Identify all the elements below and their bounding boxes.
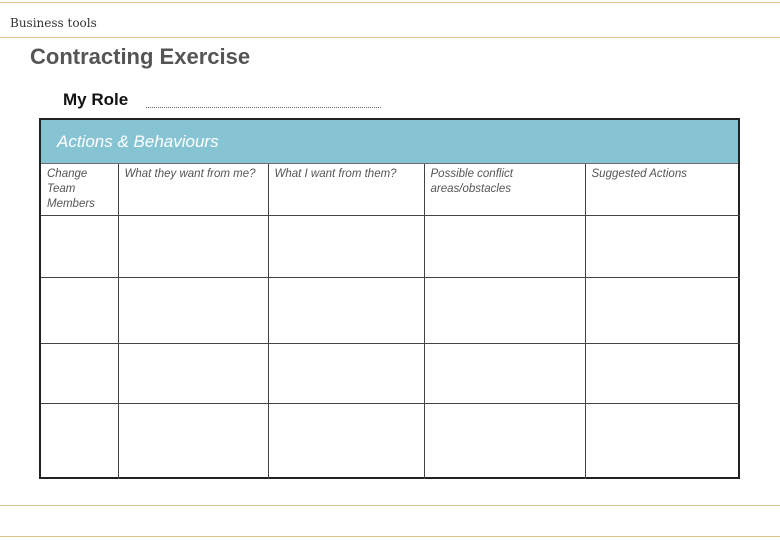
table-cell[interactable] (118, 277, 268, 343)
exercise-table (39, 118, 740, 479)
table-cell[interactable] (118, 343, 268, 403)
column-header (118, 164, 268, 215)
table-cell[interactable] (118, 403, 268, 479)
table-row (41, 277, 740, 343)
column-header (424, 164, 585, 215)
top-rule (0, 2, 780, 3)
table-cell[interactable] (268, 403, 424, 479)
page-title: Contracting Exercise (30, 44, 251, 69)
table-cell[interactable] (41, 277, 118, 343)
table-cell[interactable] (268, 215, 424, 277)
column-header (268, 164, 424, 215)
table-cell[interactable] (585, 215, 740, 277)
bottom-rule (0, 536, 780, 537)
table-row (41, 403, 740, 479)
footer-rule (0, 505, 780, 506)
table-cell[interactable] (268, 277, 424, 343)
table-cell[interactable] (585, 277, 740, 343)
table-header-row (41, 164, 740, 215)
role-input-line[interactable] (146, 107, 381, 108)
table-cell[interactable] (424, 343, 585, 403)
table-cell[interactable] (41, 215, 118, 277)
column-header (41, 164, 118, 215)
table-banner (41, 120, 738, 164)
table-cell[interactable] (585, 343, 740, 403)
column-header-label: Suggested Actions (591, 168, 687, 180)
column-header-label: Change Team Members (47, 168, 95, 210)
header-label: Business tools (10, 16, 97, 30)
banner-title: Actions & Behaviours (57, 132, 219, 151)
role-label: My Role (63, 90, 129, 109)
table-row (41, 343, 740, 403)
table-cell[interactable] (424, 403, 585, 479)
table-row (41, 215, 740, 277)
table-cell[interactable] (41, 403, 118, 479)
table-cell[interactable] (424, 215, 585, 277)
column-header-label: What they want from me? (124, 168, 256, 180)
exercise-grid (41, 164, 740, 479)
role-field (63, 90, 128, 112)
column-header (585, 164, 740, 215)
table-cell[interactable] (424, 277, 585, 343)
column-header-label: What I want from them? (274, 168, 397, 180)
table-cell[interactable] (268, 343, 424, 403)
table-cell[interactable] (41, 343, 118, 403)
table-cell[interactable] (585, 403, 740, 479)
table-cell[interactable] (118, 215, 268, 277)
header-rule (0, 37, 780, 38)
column-header-label: Possible conflict areas/obstacles (430, 168, 513, 195)
